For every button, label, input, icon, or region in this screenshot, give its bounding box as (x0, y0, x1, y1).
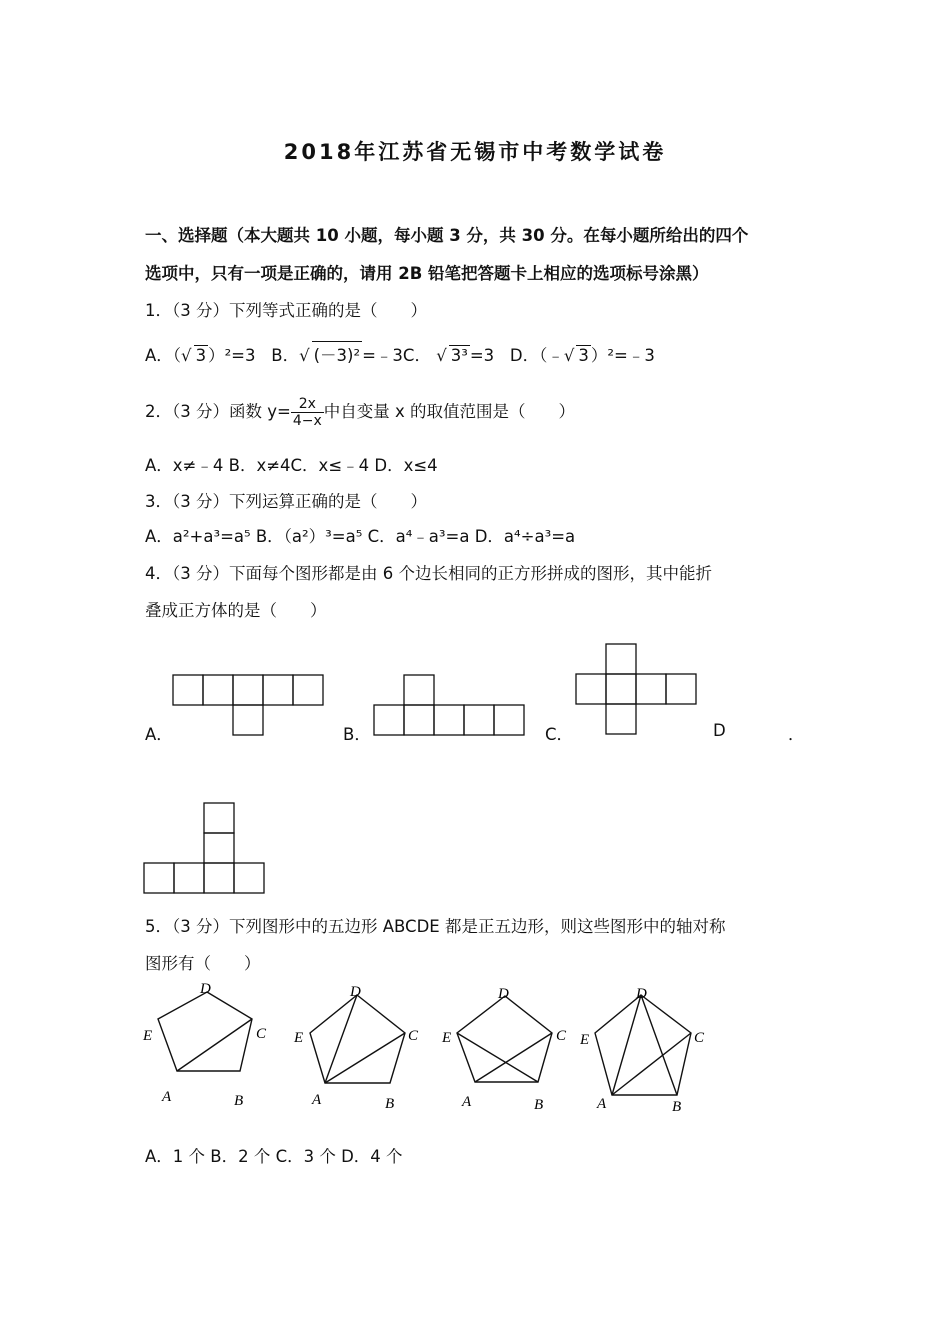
q5-options: A．1 个 B．2 个 C．3 个 D．4 个 (145, 1147, 403, 1166)
q1-option-a-pre: A．（ (145, 346, 182, 365)
vertex-label: B (534, 1097, 544, 1113)
q1-option-a-post: ）²=3 (208, 346, 256, 365)
vertex-label: D (636, 986, 647, 1002)
vertex-label: C (694, 1030, 705, 1046)
q4-stem-line2: 叠成正方体的是（ ） (145, 601, 327, 620)
vertex-label: D (498, 986, 509, 1002)
q1-option-a-radicand: 3 (195, 346, 207, 365)
q1-option-d-post: ）²=﹣3 (590, 346, 655, 365)
vertex-label: D (200, 981, 211, 997)
pentagon-figure-1 (140, 978, 275, 1113)
vertex-label: E (580, 1032, 590, 1048)
cube-net-b (373, 674, 527, 736)
q4-label-d: D (713, 721, 726, 740)
section-heading-line2: 选项中，只有一项是正确的，请用 2B 铅笔把答题卡上相应的选项标号涂黑） (145, 264, 709, 283)
vertex-label: A (162, 1089, 172, 1105)
q1-option-b-pre: B． (271, 346, 300, 365)
q1-option-b-radicand: (－3)² (312, 341, 363, 366)
vertex-label: E (442, 1030, 452, 1046)
vertex-label: C (556, 1028, 567, 1044)
q3-stem: 3．（3 分）下列运算正确的是（ ） (145, 492, 427, 511)
vertex-label: A (597, 1096, 607, 1112)
pentagon-figure-4 (580, 978, 715, 1113)
cube-net-a (172, 674, 326, 736)
pentagon-figure-2 (290, 978, 425, 1113)
vertex-label: C (256, 1026, 267, 1042)
vertex-label: E (143, 1028, 153, 1044)
q4-label-b: B． (343, 725, 371, 744)
q4-label-dot: ． (788, 725, 805, 744)
vertex-label: D (350, 984, 361, 1000)
q1-stem: 1．（3 分）下列等式正确的是（ ） (145, 301, 427, 320)
q4-label-a: A． (145, 725, 173, 744)
q5-stem-line2: 图形有（ ） (145, 954, 261, 973)
q2-options: A．x≠﹣4 B．x≠4C．x≤﹣4 D．x≤4 (145, 456, 438, 475)
q2-stem-pre: 2．（3 分）函数 y= (145, 402, 291, 421)
q2-fraction-denominator: 4−x (292, 413, 322, 429)
q1-option-c-radicand: 3³ (450, 346, 468, 365)
vertex-label: B (234, 1093, 244, 1109)
vertex-label: E (294, 1030, 304, 1046)
q1-option-d-radicand: 3 (578, 346, 589, 365)
cube-net-d (143, 802, 267, 894)
q1-option-c-post: =3 (469, 346, 495, 365)
vertex-label: C (408, 1028, 419, 1044)
q3-options: A．a²+a³=a⁵ B．（a²）³=a⁵ C．a⁴﹣a³=a D．a⁴÷a³=a (145, 527, 576, 546)
q2-stem-post: 中自变量 x 的取值范围是（ ） (323, 402, 576, 421)
vertex-label: A (312, 1092, 322, 1108)
vertex-label: B (672, 1099, 682, 1113)
q4-label-c: C． (545, 725, 574, 744)
q1-option-b-post: =﹣3C． (362, 346, 431, 365)
page-title: 2018年江苏省无锡市中考数学试卷 (283, 140, 667, 164)
vertex-label: B (385, 1096, 395, 1112)
q1-options: A．（√ 3 ）²=3 B．√ (－3)² =﹣3C． √ 3³ =3 D．（﹣√ 3 ）²=﹣3 (145, 341, 655, 366)
q1-option-d-pre: D．（﹣ (509, 346, 564, 365)
section-heading-line1: 一、选择题（本大题共 10 小题，每小题 3 分，共 30 分。在每小题所给出的四个 (145, 226, 749, 245)
q5-stem-line1: 5．（3 分）下列图形中的五边形 ABCDE 都是正五边形，则这些图形中的轴对称 (145, 917, 726, 936)
q4-stem-line1: 4．（3 分）下面每个图形都是由 6 个边长相同的正方形拼成的图形，其中能折 (145, 564, 712, 583)
vertex-label: A (462, 1094, 472, 1110)
q2-stem (145, 396, 575, 429)
q2-fraction (291, 396, 324, 429)
q2-fraction-numerator: 2x (291, 396, 324, 413)
cube-net-c (575, 643, 699, 735)
pentagon-figure-3 (440, 978, 575, 1113)
